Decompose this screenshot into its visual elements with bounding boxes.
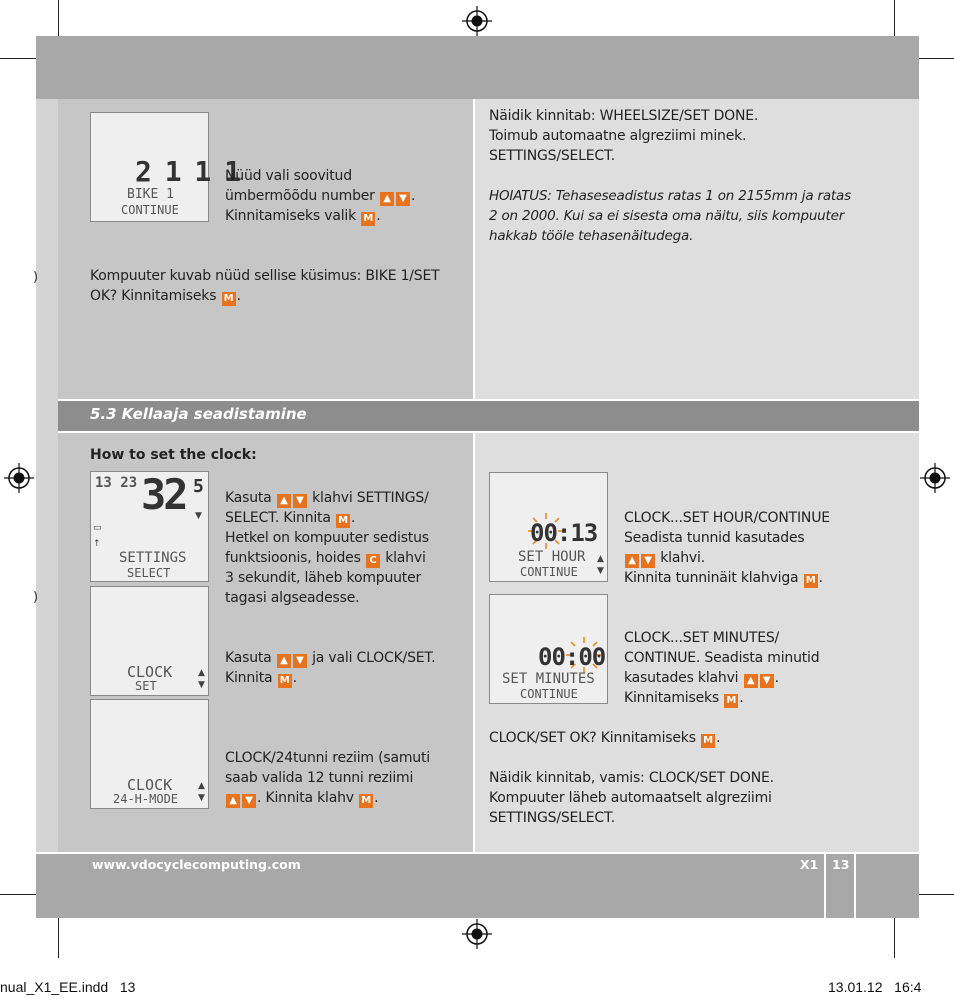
- lcd-display-clock-set: [90, 586, 209, 696]
- lcd-big-digits: 32: [141, 470, 186, 519]
- warning-text: HOIATUS: Tehaseseadistus ratas 1 on 2155mm ja ratas 2 on 2000. Kui sa ei sisesta oma näitu, siis kompuuter hakkab tööle tehasenäitudega.: [489, 188, 851, 244]
- lcd-line2: 24-H-MODE: [113, 792, 179, 806]
- lcd-line1: SET HOUR: [518, 549, 586, 565]
- up-arrow-key-icon: ▲: [380, 192, 394, 206]
- registration-mark-icon: [4, 463, 34, 493]
- lcd-line1: CLOCK: [127, 776, 173, 794]
- lcd-time-digits: 00:13: [530, 519, 598, 547]
- down-arrow-icon: ▼: [195, 511, 202, 521]
- m-key-icon: M: [361, 212, 375, 226]
- text-block: Kasuta ▲ ▼ klahvi SETTINGS/ SELECT. Kinnita M . Hetkel on kompuuter sedistus funktsioonis, hoides C klahvi 3 sekundit, läheb kompuuter tagasi algseadesse.: [225, 490, 429, 606]
- lcd-display-settings: [90, 471, 209, 582]
- lcd-line1: CLOCK: [127, 663, 173, 681]
- down-arrow-key-icon: ▼: [641, 554, 655, 568]
- print-filename: nual_X1_EE.indd 13: [0, 979, 136, 995]
- lcd-line2: CONTINUE: [520, 565, 578, 579]
- m-key-icon: M: [724, 694, 738, 708]
- lcd-line2: SET: [135, 679, 157, 693]
- m-key-icon: M: [359, 794, 373, 808]
- down-arrow-key-icon: ▼: [293, 494, 307, 508]
- text-block: Näidik kinnitab, vamis: CLOCK/SET DONE. Kompuuter läheb automaatselt algreziimi SETTINGS/SELECT.: [489, 770, 774, 826]
- lcd-line1: BIKE 1: [127, 187, 174, 202]
- lcd-line1: SETTINGS: [119, 550, 187, 566]
- m-key-icon: M: [336, 514, 350, 528]
- lcd-line2: SELECT: [127, 566, 171, 580]
- registration-mark-icon: [462, 6, 492, 36]
- print-date: 13.01.12 16:4: [828, 979, 922, 995]
- down-arrow-key-icon: ▼: [242, 794, 256, 808]
- c-key-icon: C: [366, 554, 380, 568]
- section-title: 5.3 Kellaaja seadistamine: [90, 405, 307, 423]
- lcd-superscript: 5: [193, 476, 204, 497]
- footer-divider: [854, 854, 856, 918]
- crop-mark: [0, 58, 36, 59]
- crop-mark: [58, 0, 59, 36]
- lcd-display-set-minutes: [489, 594, 608, 704]
- lcd-small-digits: 13 23: [95, 475, 138, 491]
- down-arrow-key-icon: ▼: [760, 674, 774, 688]
- m-key-icon: M: [222, 292, 236, 306]
- margin-paren: ): [33, 590, 39, 605]
- m-key-icon: M: [701, 734, 715, 748]
- text-block: CLOCK/SET OK? Kinnitamiseks M .: [489, 730, 721, 746]
- up-down-arrows-icon: ▲ ▼: [198, 668, 205, 690]
- lcd-time-digits: 00:00: [538, 643, 606, 671]
- lcd-line2: CONTINUE: [121, 203, 179, 217]
- m-key-icon: M: [804, 574, 818, 588]
- speed-indicator-icon: ↑: [93, 539, 101, 549]
- crop-mark: [894, 918, 895, 958]
- up-arrow-key-icon: ▲: [277, 494, 291, 508]
- crop-mark: [894, 0, 895, 36]
- up-arrow-key-icon: ▲: [277, 654, 291, 668]
- text-block: Näidik kinnitab: WHEELSIZE/SET DONE. Toimub automaatne algreziimi minek. SETTINGS/SELECT.: [489, 108, 759, 164]
- down-arrow-key-icon: ▼: [293, 654, 307, 668]
- lcd-display-set-hour: [489, 472, 608, 582]
- text-block: CLOCK/24tunni reziim (samuti saab valida 12 tunni reziimi ▲ ▼ . Kinnita klahv M .: [225, 750, 430, 806]
- down-arrow-key-icon: ▼: [396, 192, 410, 206]
- page-number: 13: [832, 857, 850, 872]
- up-down-arrows-icon: ▲ ▼: [198, 781, 205, 803]
- crop-mark: [918, 58, 954, 59]
- registration-mark-icon: [462, 919, 492, 949]
- battery-icon: ▭: [93, 523, 102, 533]
- crop-mark: [0, 894, 36, 895]
- footer-model: X1: [800, 857, 819, 872]
- howto-heading: How to set the clock:: [90, 447, 257, 463]
- left-margin-strip: [36, 99, 58, 852]
- up-arrow-key-icon: ▲: [744, 674, 758, 688]
- lcd-display-bike1: [90, 112, 240, 222]
- text-block: CLOCK...SET MINUTES/ CONTINUE. Seadista minutid kasutades klahvi ▲ ▼ . Kinnitamiseks M .: [624, 630, 820, 706]
- up-down-arrows-icon: ▲ ▼: [597, 554, 604, 576]
- m-key-icon: M: [278, 674, 292, 688]
- up-arrow-key-icon: ▲: [226, 794, 240, 808]
- up-arrow-key-icon: ▲: [625, 554, 639, 568]
- footer-website: www.vdocyclecomputing.com: [92, 857, 301, 872]
- text-block: Kompuuter kuvab nüüd sellise küsimus: BIKE 1/SET OK? Kinnitamiseks M .: [90, 268, 440, 304]
- crop-mark: [918, 894, 954, 895]
- footer-divider: [824, 854, 826, 918]
- text-block: CLOCK...SET HOUR/CONTINUE Seadista tunnid kasutades ▲ ▼ klahvi. Kinnita tunninäit klahviga M .: [624, 510, 830, 586]
- lcd-line2: CONTINUE: [520, 687, 578, 701]
- crop-mark: [58, 918, 59, 958]
- margin-paren: ): [33, 270, 39, 285]
- text-block: Kasuta ▲ ▼ ja vali CLOCK/SET. Kinnita M .: [225, 650, 436, 686]
- lcd-big-digits: 2 1 1 1: [135, 155, 240, 188]
- top-band: [36, 36, 919, 99]
- lcd-line1: SET MINUTES: [502, 671, 595, 687]
- text-block: Nüüd vali soovitud ümbermõõdu number ▲ ▼ . Kinnitamiseks valik M .: [225, 168, 416, 224]
- lcd-display-24h-mode: [90, 699, 209, 809]
- registration-mark-icon: [920, 463, 950, 493]
